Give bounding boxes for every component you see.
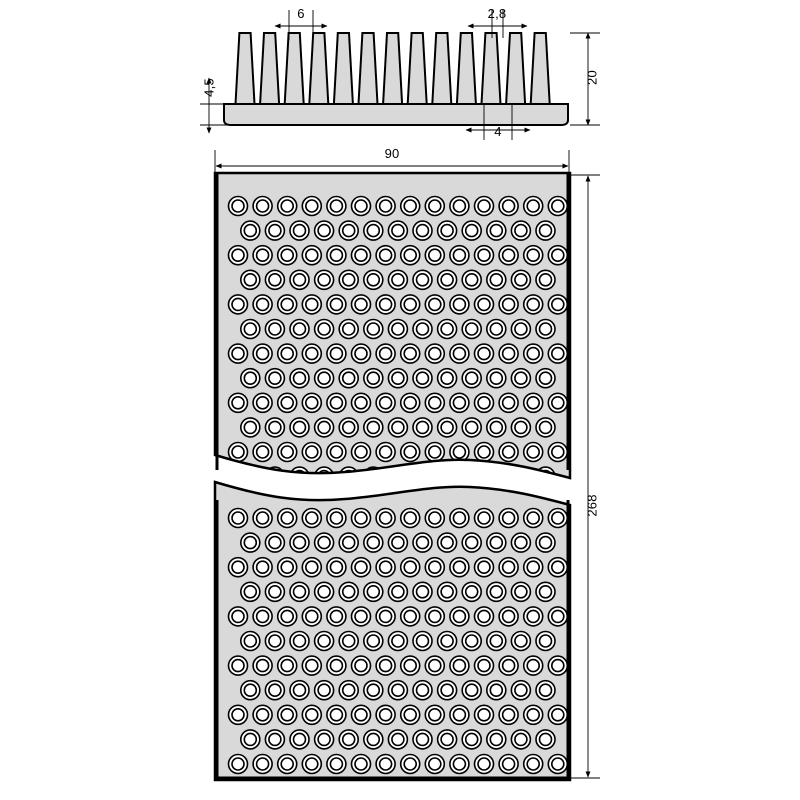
hole-outer [511,779,530,798]
tapered-pin [236,33,255,104]
dimension-label-pin-pitch: 6 [297,6,305,21]
hole-outer [462,467,481,486]
hole-inner [417,783,429,795]
hole-outer [265,779,284,798]
hole-outer [462,779,481,798]
hole-inner [515,471,527,483]
hole-inner [244,783,256,795]
hole-inner [441,783,453,795]
hole-outer [241,467,260,486]
hole-inner [490,471,502,483]
hole-outer [438,779,457,798]
tapered-pin [285,33,304,104]
dimension-label-pin-width-base: 4 [494,124,502,139]
base-plate [224,104,568,125]
hole-outer [413,467,432,486]
hole-outer [511,467,530,486]
dimension-label-plate-length: 268 [584,494,600,517]
hole-outer [487,467,506,486]
hole-inner [244,471,256,483]
hole-inner [367,471,379,483]
hole-outer [536,779,555,798]
hole-inner [343,783,355,795]
side-elevation-view [224,33,568,125]
tapered-pin [408,33,427,104]
tapered-pin [482,33,501,104]
tapered-pin [359,33,378,104]
hole-inner [417,471,429,483]
hole-outer [413,779,432,798]
hole-outer [438,467,457,486]
hole-inner [490,783,502,795]
hole-inner [392,783,404,795]
pin-row [236,33,550,104]
hole-inner [367,783,379,795]
tapered-pin [531,33,550,104]
dimension-label-overall-height: 20 [584,70,600,85]
hole-inner [392,471,404,483]
tapered-pin [432,33,451,104]
hole-inner [466,783,478,795]
hole-inner [269,783,281,795]
plan-view-lower [215,470,570,800]
tapered-pin [506,33,525,104]
dimension-label-base-thickness: 4,5 [201,78,217,97]
hole-inner [466,471,478,483]
hole-inner [269,471,281,483]
hole-outer [290,779,309,798]
dimension-label-plate-width: 90 [384,146,400,161]
hole-inner [515,783,527,795]
hole-outer [388,467,407,486]
hole-outer [487,779,506,798]
hole-inner [318,783,330,795]
hole-outer [364,779,383,798]
hole-inner [294,783,306,795]
hole-outer [339,779,358,798]
hole-inner [441,471,453,483]
tapered-pin [260,33,279,104]
tapered-pin [309,33,328,104]
hole-outer [388,779,407,798]
dimension-label-pin-width-top: 2,8 [487,6,507,21]
hole-outer [315,779,334,798]
tapered-pin [457,33,476,104]
tapered-pin [334,33,353,104]
hole-outer [241,779,260,798]
plan-view-upper [215,173,570,535]
tapered-pin [383,33,402,104]
hole-inner [540,783,552,795]
